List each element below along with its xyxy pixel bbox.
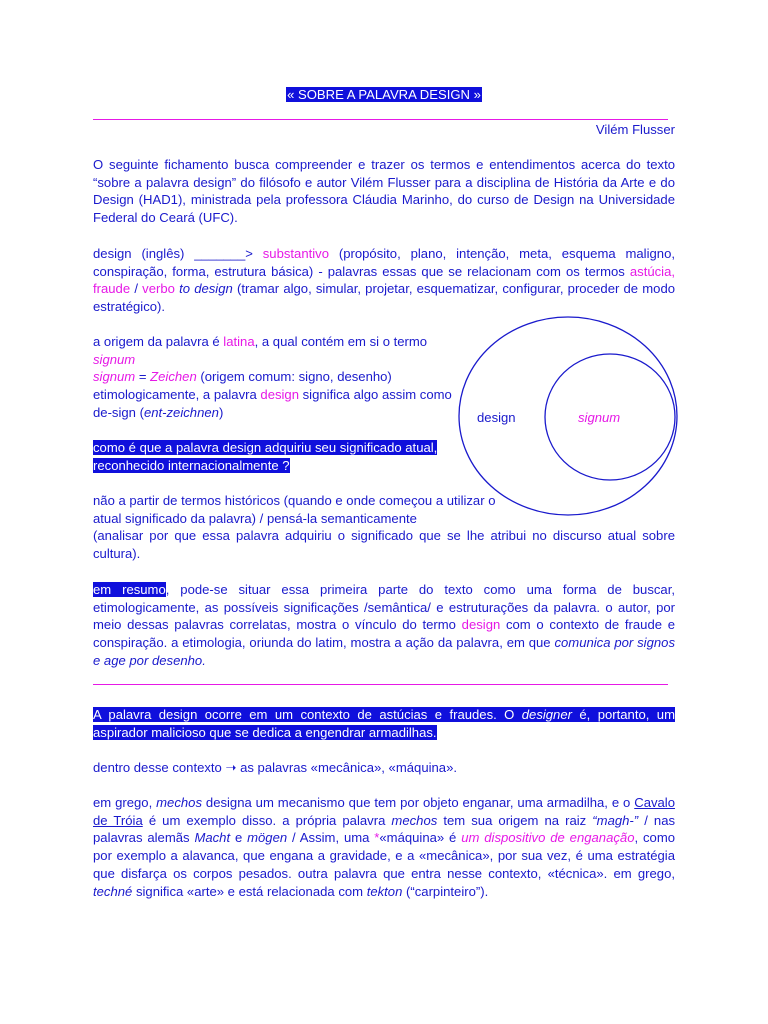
answer-paragraph: (analisar por que essa palavra adquiriu o significado que se lhe atribui no discurso atual sobre cultura). — [93, 528, 675, 561]
signum-label: signum — [578, 410, 621, 425]
divider-middle — [93, 684, 668, 685]
answer-line: não a partir de termos históricos (quando e onde começou a utilizar o atual significado da palavra) / pensá-la semanticamente — [93, 493, 496, 526]
summary-label: em resumo — [93, 582, 166, 597]
page-title: « SOBRE A PALAVRA DESIGN » — [287, 87, 481, 102]
divider-top — [93, 119, 668, 120]
intro-paragraph: O seguinte fichamento busca compreender e trazer os termos e entendimentos acerca do texto “sobre a palavra design” do filósofo e autor Vilém Flusser para a disciplina de História da Arte e do Design (HAD1), ministrada pela professora Cláudia Marinho, do curso de Design na Universidade Federal do Ceará (UFC). — [93, 157, 675, 226]
designer-highlight-paragraph: A palavra design ocorre em um contexto de astúcias e fraudes. O designer é, portanto, um aspirador malicioso que se dedica a engendrar armadilhas. — [93, 707, 675, 740]
question-highlight: como é que a palavra design adquiriu seu significado atual, reconhecido internacionalmente ? — [93, 440, 438, 473]
design-definition-paragraph: design (inglês) _______> substantivo (propósito, plano, intenção, meta, esquema maligno, conspiração, forma, estrutura básica) - palavras essas que se relacionam com os termos astúcia, fraude / verbo to design (tramar algo, simular, projetar, esquematizar, configurar, proceder de modo estratégico). — [93, 246, 676, 315]
summary-paragraph: em resumo, pode-se situar essa primeira parte do texto como uma forma de buscar, etimologicamente, as possíveis significações /semântica/ e estruturações da palavra. o autor, por meio dessas palavras correlatas, mostra o vínculo do termo design com o contexto de fraude e conspiração. a etimologia, oriunda do latim, mostra a ação da palavra, em que comunica por signos e age por desenho. — [93, 582, 675, 668]
design-label: design — [477, 410, 516, 425]
author-name: Vilém Flusser — [595, 122, 675, 137]
design-signum-diagram — [455, 315, 685, 520]
greek-paragraph: em grego, mechos designa um mecanismo que tem por objeto enganar, uma armadilha, e o Cavalo de Tróia é um exemplo disso. a própria palavra mechos tem sua origem na raiz “magh-” / nas palavras alemãs Macht e mögen / Assim, uma *«máquina» é um dispositivo de enganação, como por exemplo a alavanca, que engana a gravidade, e a «mecânica», por sua vez, é uma estratégia que disfarça os corpos pesados. outra palavra que entra nesse contexto, «técnica». em grego, techné significa «arte» e está relacionada com tekton (“carpinteiro”). — [93, 795, 676, 899]
context-line: dentro desse contexto ➝ as palavras «mecânica», «máquina». — [93, 760, 457, 775]
origin-paragraph: a origem da palavra é latina, a qual contém em si o termo signum signum = Zeichen (origem comum: signo, desenho) etimologicamente, a palavra design significa algo assim como de-sign (ent-zeichnen) — [93, 334, 452, 420]
